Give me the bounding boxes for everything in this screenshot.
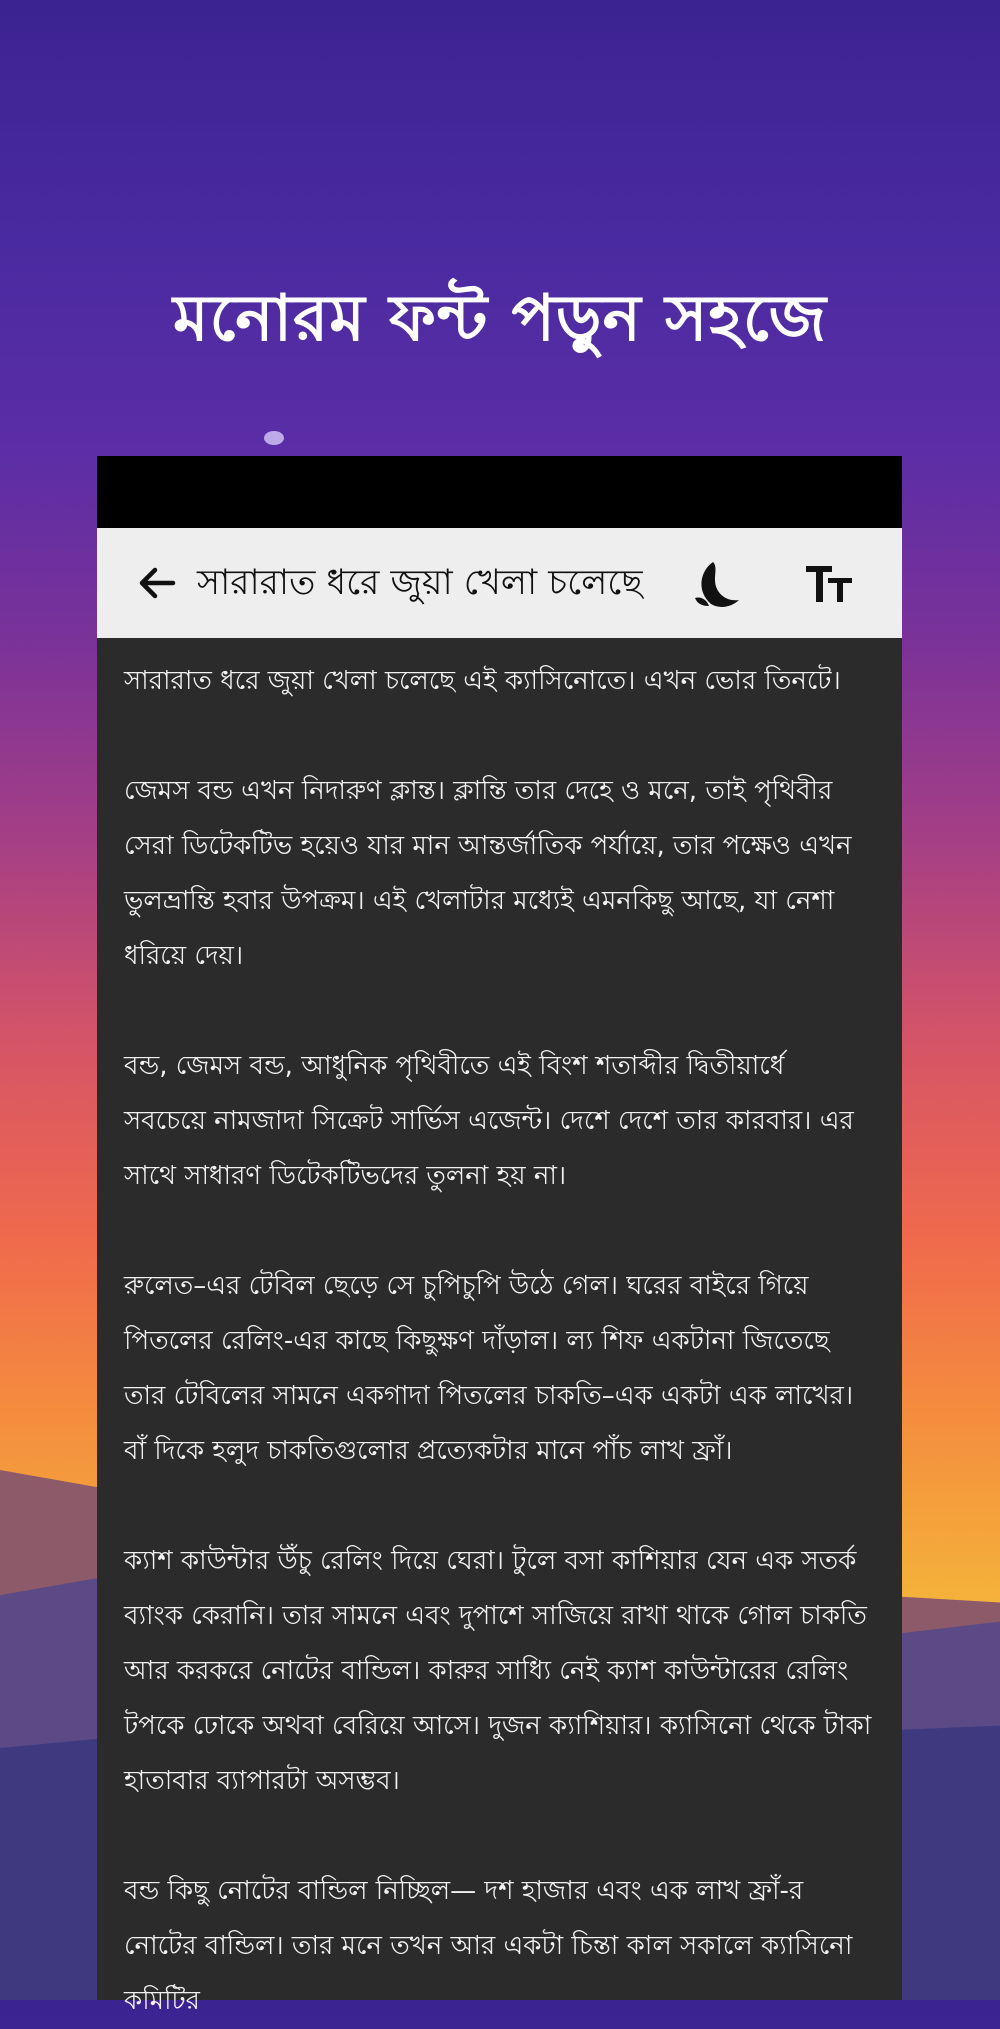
font-size-button[interactable] <box>804 562 856 606</box>
paragraph: বন্ড, জেমস বন্ড, আধুনিক পৃথিবীতে এই বিংশ শতাব্দীর দ্বিতীয়ার্ধে সবচেয়ে নামজাদা সিক্রেট সার্ভিস এজেন্ট। দেশে দেশে তার কারবার। এর সাথে সাধারণ ডিটেকটিভদের তুলনা হয় না। <box>124 1051 854 1191</box>
paragraph: জেমস বন্ড এখন নিদারুণ ক্লান্ত। ক্লান্তি তার দেহে ও মনে, তাই পৃথিবীর সেরা ডিটেকটিভ হয়েও যার মান আন্তর্জাতিক পর্যায়ে, তার পক্ষেও এখন ভুলভ্রান্তি হবার উপক্রম। এই খেলাটার মধ্যেই এমনকিছু আছে, যা নেশা ধরিয়ে দেয়। <box>124 776 852 971</box>
status-bar <box>97 456 902 528</box>
phone-screen <box>97 456 902 2016</box>
moon-icon <box>689 558 741 610</box>
reader-content <box>97 638 902 2029</box>
paragraph: ক্যাশ কাউন্টার উঁচু রেলিং দিয়ে ঘেরা। টুলে বসা কাশিয়ার যেন এক সতর্ক ব্যাংক কেরানি। তার সামনে এবং দুপাশে সাজিয়ে রাখা থাকে গোল চাকতি আর করকরে নোটের বান্ডিল। কারুর সাধ্যি নেই ক্যাশ কাউন্টারের রেলিং টপকে ঢোকে অথবা বেরিয়ে আসে। দুজন ক্যাশিয়ার। ক্যাসিনো থেকে টাকা হাতাবার ব্যাপারটা অসম্ভব। <box>124 1546 872 1796</box>
text-size-icon <box>804 562 856 606</box>
back-button[interactable] <box>133 558 183 608</box>
night-mode-button[interactable] <box>689 558 741 610</box>
promo-title: মনোরম ফন্ট পড়ুন সহজে <box>173 281 827 356</box>
page-title: সারারাত ধরে জুয়া খেলা চলেছে <box>197 563 643 603</box>
paragraph: সারারাত ধরে জুয়া খেলা চলেছে এই ক্যাসিনোতে। এখন ভোর তিনটে। <box>124 666 841 696</box>
sky-moon-dot <box>264 431 284 445</box>
paragraph: রুলেত–এর টেবিল ছেড়ে সে চুপিচুপি উঠে গেল। ঘরের বাইরে গিয়ে পিতলের রেলিং-এর কাছে কিছুক্ষণ দাঁড়াল। ল্য শিফ একটানা জিতেছে তার টেবিলের সামনে একগাদা পিতলের চাকতি–এক একটা এক লাখের। বাঁ দিকে হলুদ চাকতিগুলোর প্রত্যেকটার মানে পাঁচ লাখ ফ্রাঁ। <box>124 1271 854 1466</box>
app-bar <box>97 528 902 638</box>
arrow-left-icon <box>133 558 183 608</box>
paragraph: বন্ড কিছু নোটের বান্ডিল নিচ্ছিল— দশ হাজার এবং এক লাখ ফ্রাঁ-র নোটের বান্ডিল। তার মনে তখন আর একটা চিন্তা কাল সকালে ক্যাসিনো কমিটির <box>124 1876 853 2016</box>
